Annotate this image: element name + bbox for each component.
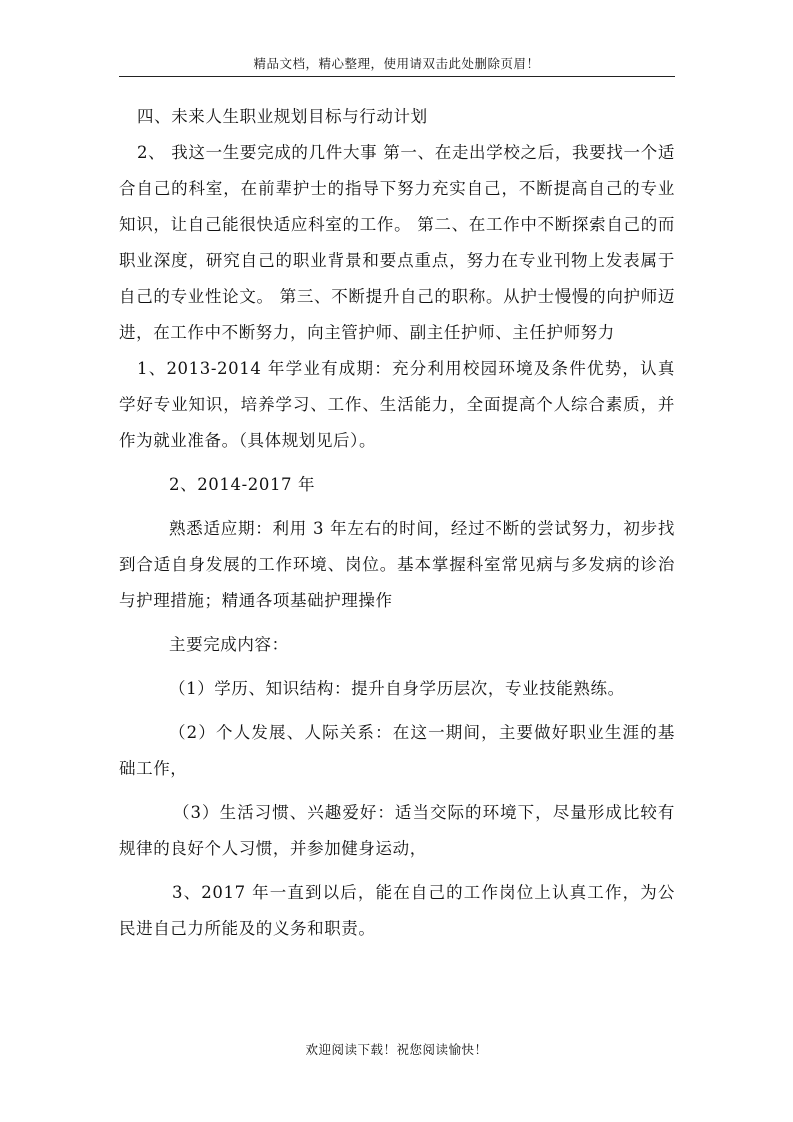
document-body <box>119 99 675 947</box>
list-item-habits: （3）生活习惯、兴趣爱好：适当交际的环境下，尽量形成比较有规律的良好个人习惯，并参加健身运动， <box>119 803 675 858</box>
header-divider <box>119 76 675 77</box>
paragraph-adaptation-period: 熟悉适应期：利用 3 年左右的时间，经过不断的尝试努力，初步找到合适自身发展的工作环境、岗位。基本掌握科室常见病与多发病的诊治与护理措施；精通各项基础护理操作 <box>119 519 675 610</box>
page-footer: 欢迎阅读下载！祝您阅读愉快！ <box>305 1042 488 1057</box>
list-item-education: （1）学历、知识结构：提升自身学历层次，专业技能熟练。 <box>169 679 625 698</box>
paragraph-life-goals: 2、 我这一生要完成的几件大事 第一、在走出学校之后，我要找一个适合自己的科室，在前辈护士的指导下努力充实自己，不断提高自己的专业知识，让自己能很快适应科室的工作。 第二、在工作中不断探索自己的而职业深度，研究自己的职业背景和要点重点，努力在专业刊物上发表属于自己的专业性论文。 第三、不断提升自己的职称。从护士慢慢的向护师迈进，在工作中不断努力，向主管护师、副主任护师、主任护师努力 <box>119 143 675 342</box>
paragraph-stage-3: 3、2017 年一直到以后，能在自己的工作岗位上认真工作，为公民进自己力所能及的义务和职责。 <box>119 883 675 938</box>
paragraph-stage-1: 1、2013-2014 年学业有成期：充分利用校园环境及条件优势，认真学好专业知识，培养学习、工作、生活能力，全面提高个人综合素质，并作为就业准备。（具体规划见后）。 <box>119 359 675 450</box>
page-header: 精品文档，精心整理，使用请双击此处删除页眉！ <box>253 56 540 71</box>
paragraph-main-content-label: 主要完成内容： <box>169 635 289 654</box>
section-heading: 四、未来人生职业规划目标与行动计划 <box>137 107 428 126</box>
list-item-personal-development: （2）个人发展、人际关系：在这一期间，主要做好职业生涯的基础工作， <box>119 723 675 778</box>
paragraph-stage-2-heading: 2、2014-2017 年 <box>169 475 316 494</box>
